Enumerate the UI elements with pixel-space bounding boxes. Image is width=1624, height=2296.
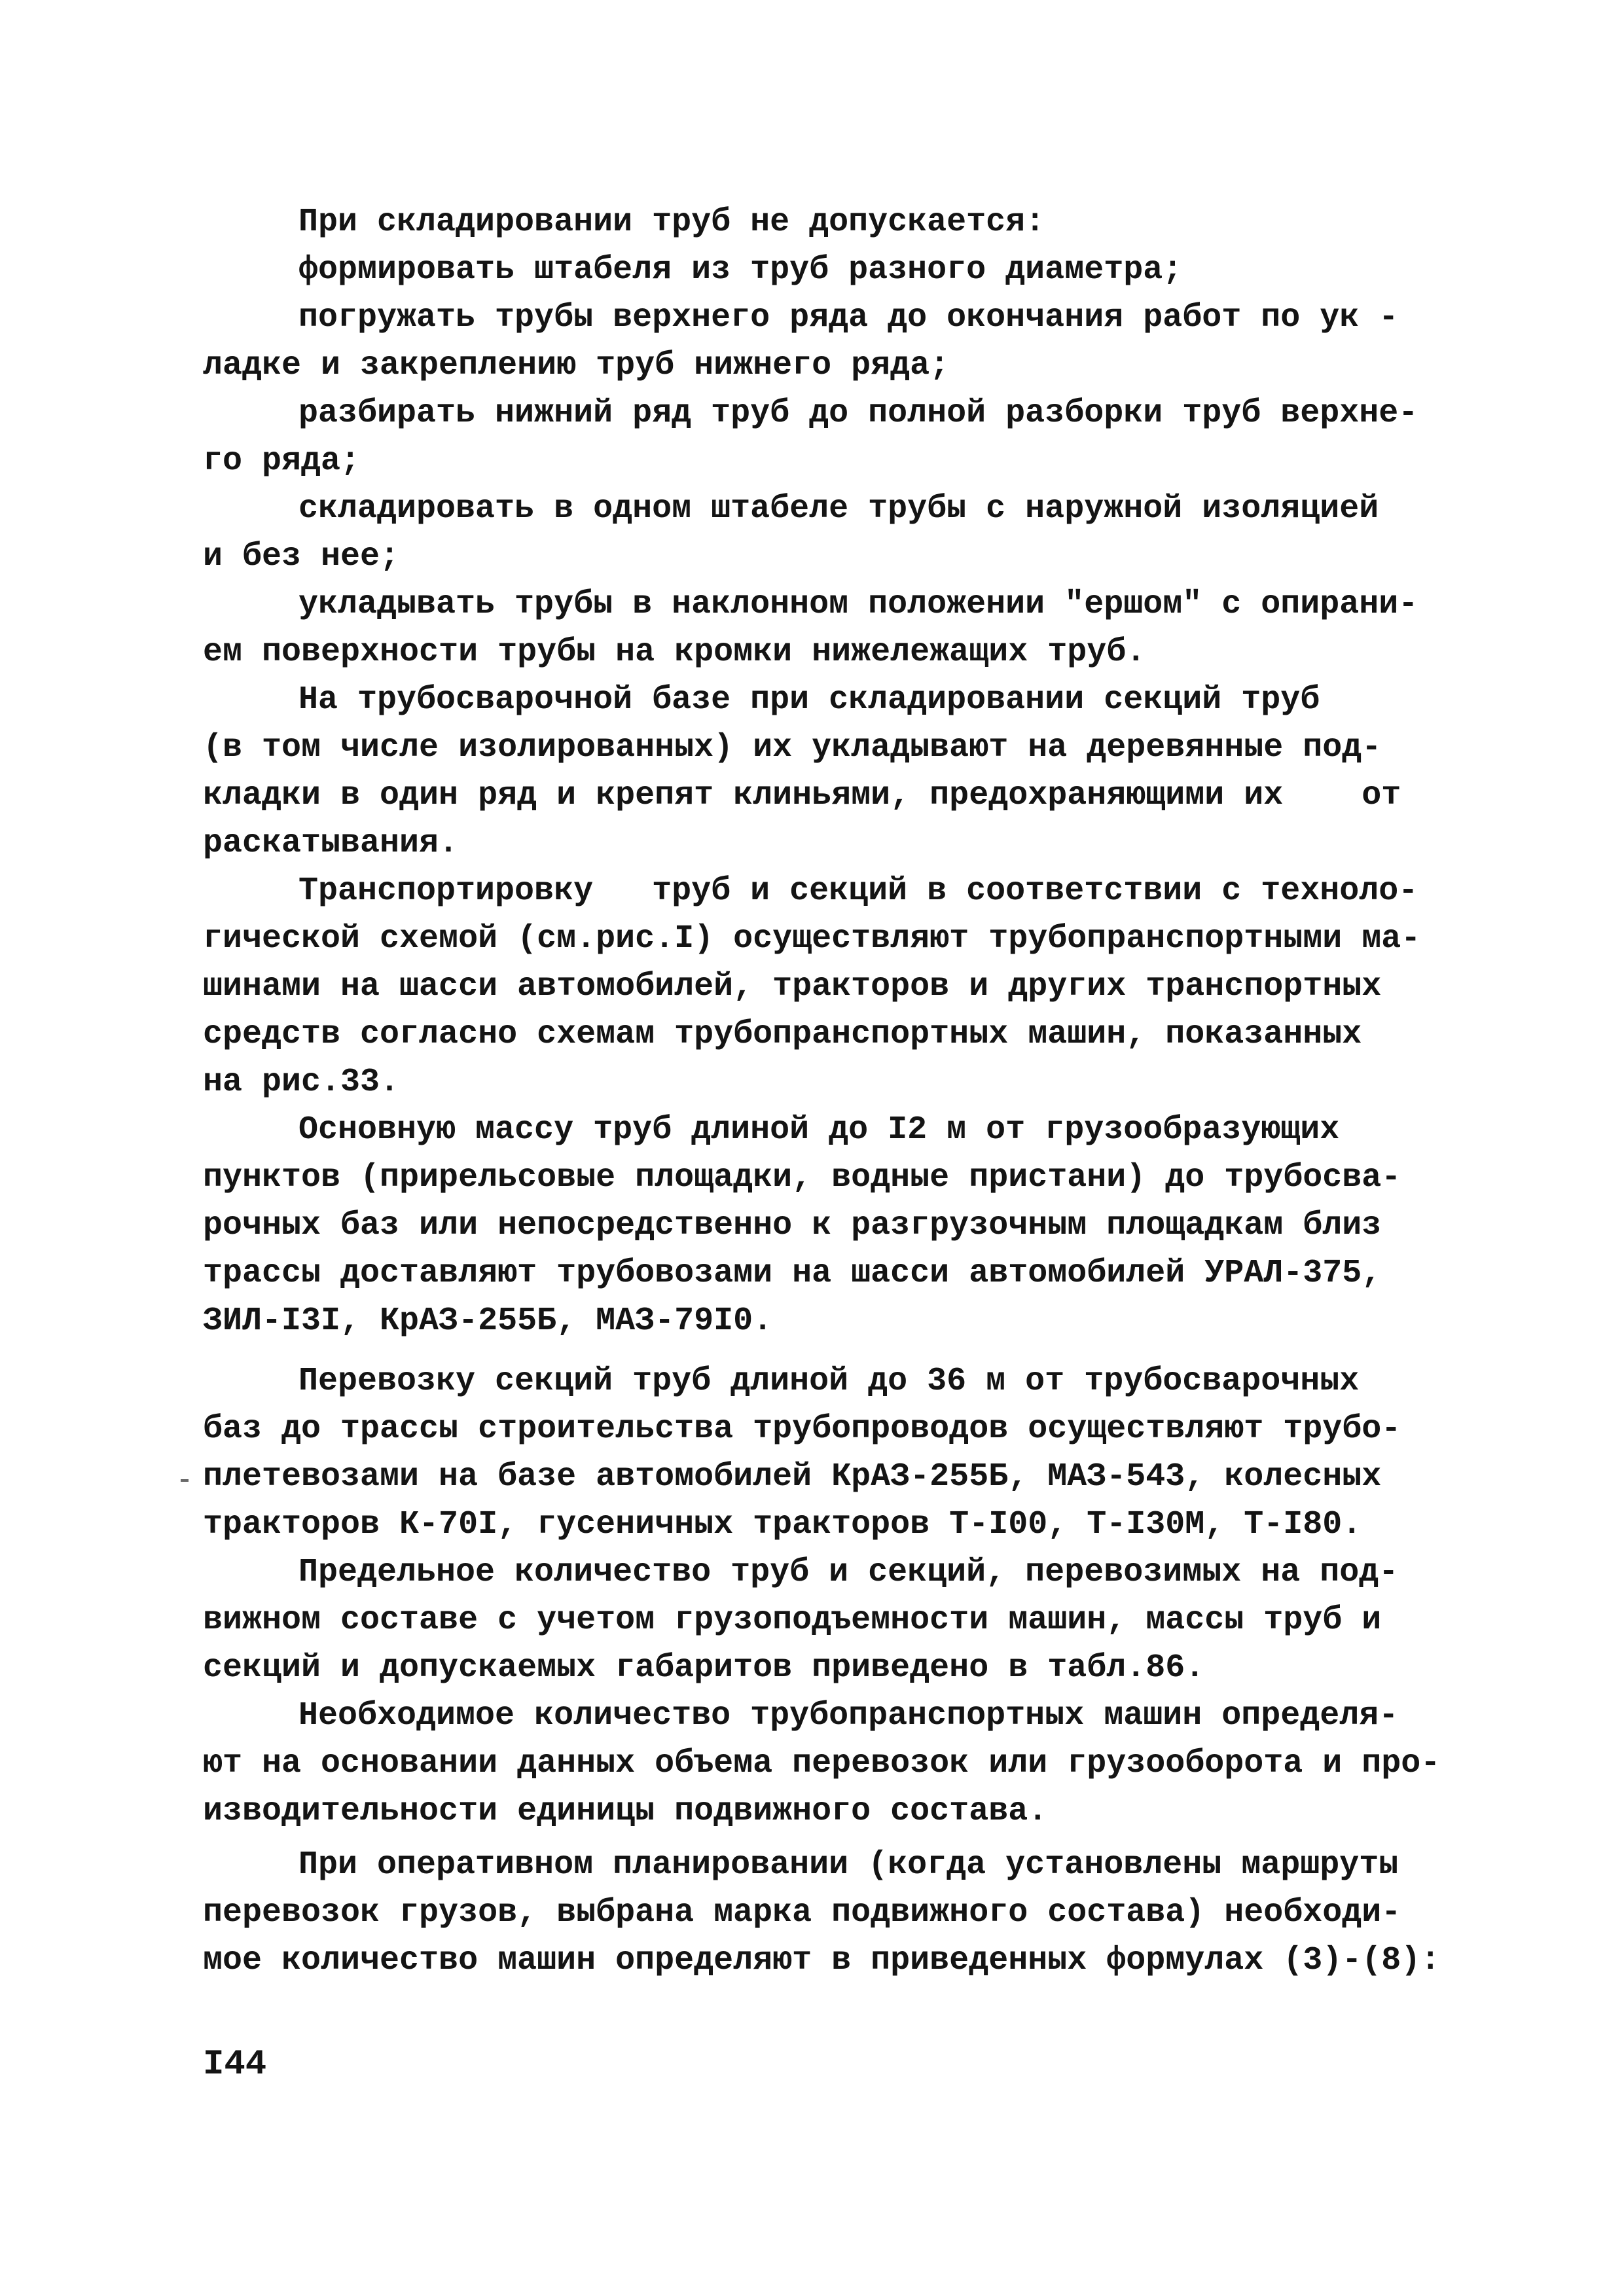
text-line: При оперативном планировании (когда установлены маршруты <box>298 1846 1399 1884</box>
page-number: I44 <box>203 2045 267 2085</box>
text-line: перевозок грузов, выбрана марка подвижного состава) необходи- <box>203 1894 1401 1931</box>
text-line: тракторов К-70I, гусеничных тракторов Т-I00, Т-I30М, Т-I80. <box>203 1506 1362 1543</box>
text-line: на рис.33. <box>203 1064 400 1101</box>
text-line: На трубосварочной базе при складировании секций труб <box>298 681 1320 719</box>
text-line: секций и допускаемых габаритов приведено в табл.86. <box>203 1649 1205 1687</box>
text-line: формировать штабеля из труб разного диаметра; <box>298 251 1183 289</box>
text-line: погружать трубы верхнего ряда до окончания работ по ук - <box>298 299 1399 336</box>
text-line: Основную массу труб длиной до I2 м от грузообразующих <box>298 1111 1340 1149</box>
text-line: ЗИЛ-I3I, КрАЗ-255Б, МАЗ-79I0. <box>203 1302 773 1340</box>
text-line: (в том числе изолированных) их укладывают на деревянные под- <box>203 729 1382 766</box>
text-line: баз до трассы строительства трубопроводов осуществляют трубо- <box>203 1410 1401 1448</box>
text-line: плетевозами на базе автомобилей КрАЗ-255Б, МАЗ-543, колесных <box>203 1458 1382 1496</box>
text-line: раскатывания. <box>203 825 459 862</box>
text-line: изводительности единицы подвижного состава. <box>203 1793 1048 1830</box>
text-line: ем поверхности трубы на кромки нижележащих труб. <box>203 634 1146 671</box>
text-line: ладке и закреплению труб нижнего ряда; <box>203 347 950 384</box>
text-line: укладывать трубы в наклонном положении "ершом" с опирани- <box>298 586 1418 623</box>
text-line: складировать в одном штабеле трубы с наружной изоляцией <box>298 490 1379 528</box>
text-line: разбирать нижний ряд труб до полной разборки труб верхне- <box>298 395 1418 432</box>
text-line: Транспортировку труб и секций в соответствии с техноло- <box>298 872 1418 910</box>
text-line: ют на основании данных объема перевозок или грузооборота и про- <box>203 1745 1441 1782</box>
text-line: Предельное количество труб и секций, перевозимых на под- <box>298 1554 1399 1591</box>
text-line: средств согласно схемам трубопранспортных машин, показанных <box>203 1016 1362 1053</box>
text-line: трассы доставляют трубовозами на шасси автомобилей УРАЛ-375, <box>203 1255 1382 1292</box>
text-line: мое количество машин определяют в приведенных формулах (3)-(8): <box>203 1942 1441 1979</box>
text-line: и без нее; <box>203 538 400 575</box>
text-line: Перевозку секций труб длиной до 36 м от трубосварочных <box>298 1363 1360 1400</box>
text-line: Необходимое количество трубопранспортных машин определя- <box>298 1697 1399 1734</box>
text-line: гической схемой (см.рис.I) осуществляют трубопранспортными ма- <box>203 920 1421 958</box>
text-line: шинами на шасси автомобилей, тракторов и других транспортных <box>203 968 1382 1005</box>
margin-mark <box>181 1479 189 1482</box>
text-line: кладки в один ряд и крепят клиньями, предохраняющими их от <box>203 777 1401 814</box>
text-line: При складировании труб не допускается: <box>298 204 1045 241</box>
text-line: го ряда; <box>203 442 361 480</box>
text-line: рочных баз или непосредственно к разгрузочным площадкам близ <box>203 1207 1382 1244</box>
text-line: пунктов (прирельсовые площадки, водные пристани) до трубосва- <box>203 1159 1401 1196</box>
text-line: вижном составе с учетом грузоподъемности машин, массы труб и <box>203 1602 1382 1639</box>
